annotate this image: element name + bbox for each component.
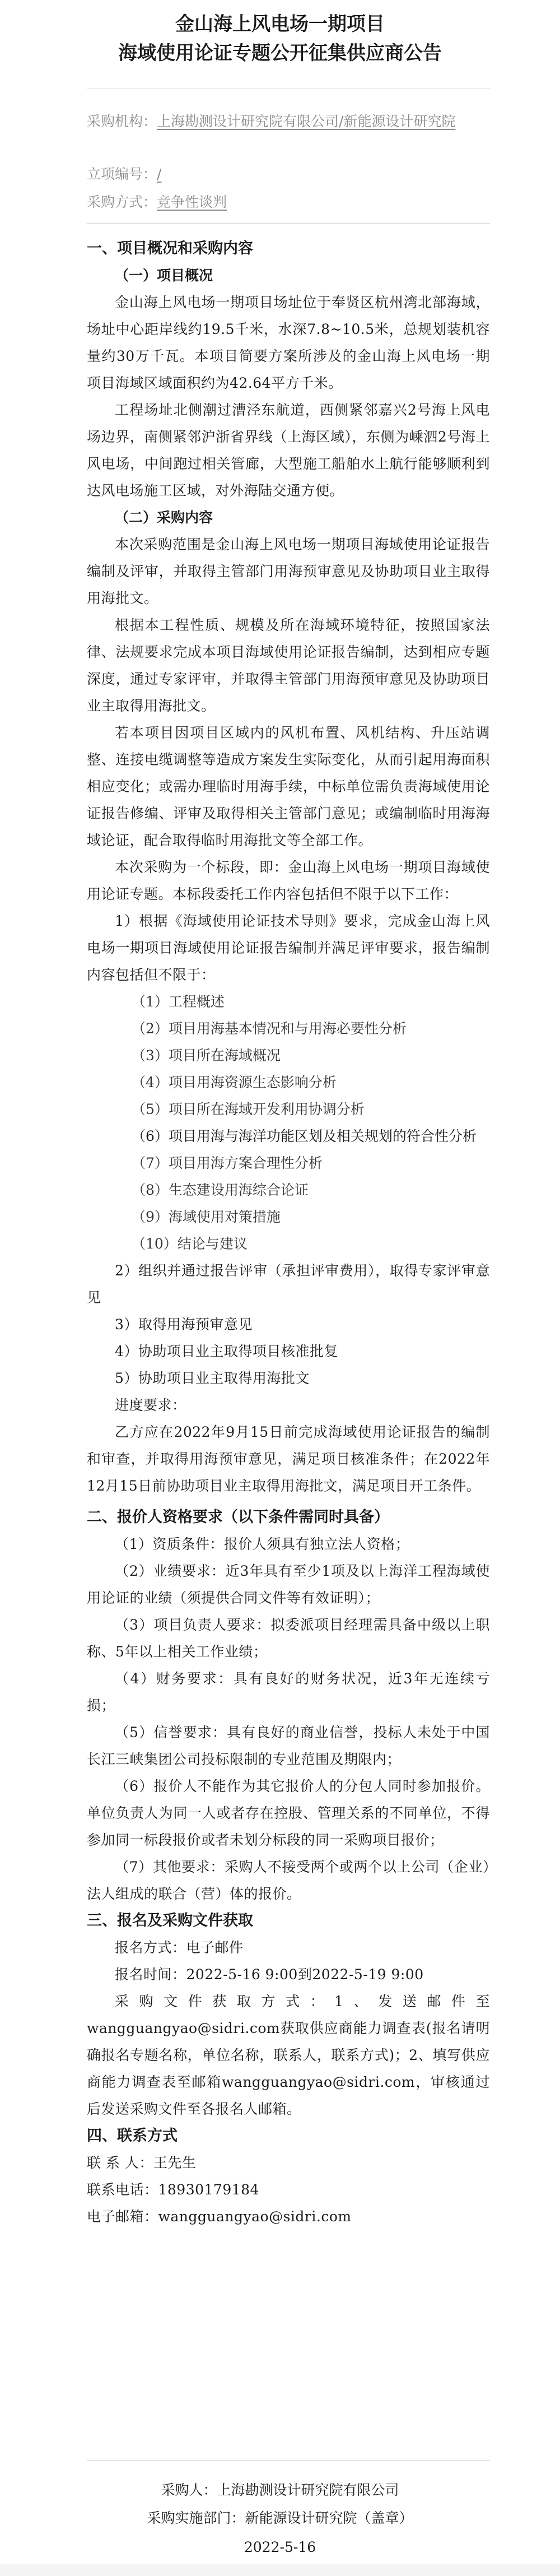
page-title-line2: 海域使用论证专题公开征集供应商公告 xyxy=(118,42,442,64)
report-item: （9）海域使用对策措施 xyxy=(132,1209,281,1225)
review-step: 2）组织并通过报告评审（承担评审费用），取得专家评审意见 xyxy=(87,1263,490,1306)
preapproval-step: 3）取得用海预审意见 xyxy=(115,1316,253,1333)
requirements-paragraph: 根据本工程性质、规模及所在海域环境特征，按照国家法律、法规要求完成本项目海域使用论证报告编制，达到相应专题深度，通过专家评审，并取得主管部门用海预审意见及协助项目业主取得用海批文。 xyxy=(87,617,490,714)
page-title-line1: 金山海上风电场一期项目 xyxy=(175,13,385,35)
bottom-bar xyxy=(0,2564,560,2576)
report-requirement-paragraph: 1）根据《海域使用论证技术导则》要求，完成金山海上风电场一期项目海域使用论证报告编制并满足评审要求，报告编制内容包括但不限于： xyxy=(87,913,490,983)
purchaser-label: 采购机构： xyxy=(87,113,157,129)
report-item: （2）项目用海基本情况和与用海必要性分析 xyxy=(132,1020,407,1037)
contact-phone: 联系电话：18930179184 xyxy=(87,2182,259,2198)
report-item: （1）工程概述 xyxy=(132,994,225,1010)
method-meta xyxy=(87,191,490,214)
registration-method: 报名方式：电子邮件 xyxy=(115,1939,244,1956)
project-no-label: 立项编号： xyxy=(87,166,157,182)
permit-step: 5）协助项目业主取得用海批文 xyxy=(115,1370,310,1386)
section2-heading: 二、报价人资格要求（以下条件需同时具备） xyxy=(87,1509,389,1526)
lot-paragraph: 本次采购为一个标段，即：金山海上风电场一期项目海域使用论证专题。本标段委托工作内容包括但不限于以下工作： xyxy=(87,859,490,902)
qualification-item: （1）资质条件：报价人须具有独立法人资格； xyxy=(115,1536,410,1552)
qualification-item: （7）其他要求：采购人不接受两个或两个以上公司（企业）法人组成的联合（营）体的报价。 xyxy=(87,1859,490,1902)
site-location-paragraph: 工程场址北侧潮过漕泾东航道，西侧紧邻嘉兴2号海上风电场边界，南侧紧邻沪浙省界线（上海区域），东侧为嵊泗2号海上风电场，中间跑过相关管廊，大型施工船舶水上航行能够顺利到达风电场施工区域，对外海陆交通方便。 xyxy=(87,402,490,499)
meta-divider xyxy=(87,223,490,224)
report-item: （5）项目所在海域开发利用协调分析 xyxy=(132,1101,365,1117)
section4-heading: 四、联系方式 xyxy=(87,2127,178,2145)
report-item: （7）项目用海方案合理性分析 xyxy=(132,1155,323,1171)
section1-heading: 一、项目概况和采购内容 xyxy=(87,240,253,257)
footer-executor: 采购实施部门：新能源设计研究院（盖章） xyxy=(147,2510,413,2526)
qualification-item: （6）报价人不能作为其它报价人的分包人同时参加报价。单位负责人为同一人或者存在控股、管理关系的不同单位，不得参加同一标段报价或者未划分标段的同一采购项目报价； xyxy=(87,1778,490,1848)
report-item: （6）项目用海与海洋功能区划及相关规划的符合性分析 xyxy=(132,1128,477,1144)
schedule-label: 进度要求： xyxy=(115,1397,186,1413)
report-item: （10）结论与建议 xyxy=(132,1236,248,1252)
scope-paragraph: 本次采购范围是金山海上风电场一期项目海域使用论证报告编制及评审，并取得主管部门用海预审意见及协助项目业主取得用海批文。 xyxy=(87,536,490,606)
announcement-body xyxy=(87,235,490,2230)
qualification-item: （4）财务要求：具有良好的财务状况，近3年无连续亏损； xyxy=(87,1670,490,1714)
contact-person: 联 系 人：王先生 xyxy=(87,2155,197,2171)
document-retrieval: 采购文件获取方式：1、发送邮件至wangguangyao@sidri.com获取供应商能力调查表(报名请明确报名专题名称，单位名称，联系人，联系方式)；2、填写供应商能力调查表至邮箱wangguangyao@sidri.com，审核通过后发送采购文件至各报名人邮箱。 xyxy=(87,1993,490,2117)
qualification-item: （3）项目负责人要求：拟委派项目经理需具备中级以上职称、5年以上相关工作业绩； xyxy=(87,1617,490,1660)
project-no-value: / xyxy=(157,166,162,182)
approval-step: 4）协助项目业主取得项目核准批复 xyxy=(115,1343,338,1359)
purchaser-value: 上海勘测设计研究院有限公司/新能源设计研究院 xyxy=(157,113,456,129)
section3-heading: 三、报名及采购文件获取 xyxy=(87,1912,253,1929)
registration-time: 报名时间：2022-5-16 9:00到2022-5-19 9:00 xyxy=(115,1966,424,1983)
report-item: （8）生态建设用海综合论证 xyxy=(132,1182,309,1198)
project-overview-paragraph: 金山海上风电场一期项目场址位于奉贤区杭州湾北部海域，场址中心距岸线约19.5千米，水深7.8~10.5米，总规划装机容量约30万千瓦。本项目简要方案所涉及的金山海上风电场一期项目海域区域面积约为42.64平方千米。 xyxy=(87,294,490,391)
project-no-meta xyxy=(87,163,490,186)
section1-sub2-heading: （二）采购内容 xyxy=(115,509,213,526)
report-item: （3）项目所在海域概况 xyxy=(132,1047,281,1064)
schedule-paragraph: 乙方应在2022年9月15日前完成海域使用论证报告的编制和审查，并取得用海预审意见，满足项目核准条件；在2022年12月15日前协助项目业主取得用海批文，满足项目开工条件。 xyxy=(87,1424,490,1494)
footer-date: 2022-5-16 xyxy=(244,2539,316,2555)
qualification-item: （2）业绩要求：近3年具有至少1项及以上海洋工程海域使用论证的业绩（须提供合同文件等有效证明）； xyxy=(87,1563,490,1606)
footer-divider xyxy=(87,2460,490,2461)
qualification-item: （5）信誉要求：具有良好的商业信誉，投标人未处于中国长江三峡集团公司投标限制的专业范围及期限内； xyxy=(87,1724,490,1767)
change-paragraph: 若本项目因项目区域内的风机布置、风机结构、升压站调整、连接电缆调整等造成方案发生实际变化，从而引起用海面积相应变化；或需办理临时用海手续，中标单位需负责海域使用论证报告修编、评审及取得相关主管部门意见；或编制临时用海海域论证，配合取得临时用海批文等全部工作。 xyxy=(87,725,490,848)
method-label: 采购方式： xyxy=(87,194,157,210)
contact-email: 电子邮箱：wangguangyao@sidri.com xyxy=(87,2208,352,2225)
footer-purchaser: 采购人：上海勘测设计研究院有限公司 xyxy=(161,2482,399,2498)
report-item: （4）项目用海资源生态影响分析 xyxy=(132,1074,337,1090)
purchaser-meta xyxy=(87,110,490,133)
section1-sub1-heading: （一）项目概况 xyxy=(115,267,213,284)
method-value: 竞争性谈判 xyxy=(157,194,227,210)
